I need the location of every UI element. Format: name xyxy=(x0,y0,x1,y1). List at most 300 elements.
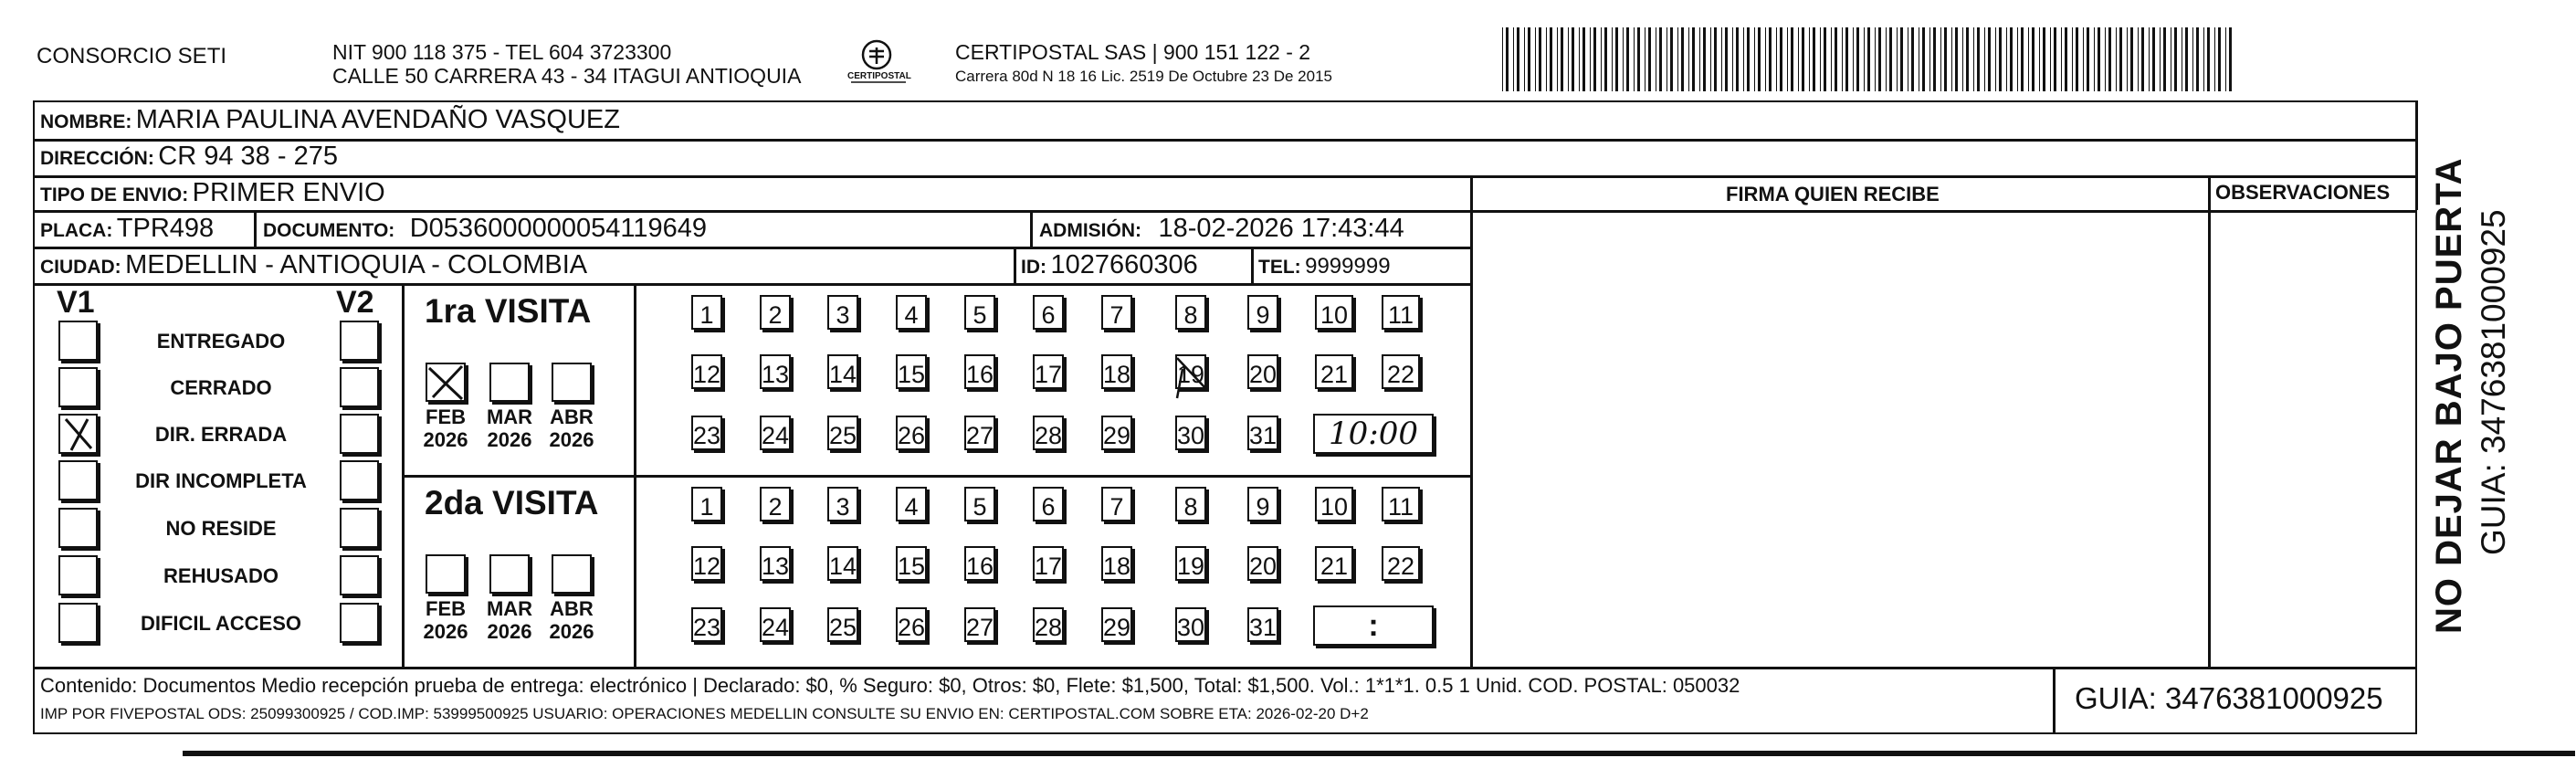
direccion-value: CR 94 38 - 275 xyxy=(158,142,338,171)
barcode-bar xyxy=(1688,27,1689,91)
day-number: 29 xyxy=(1103,614,1131,641)
barcode-bar xyxy=(1875,27,1876,91)
barcode-bar xyxy=(1878,27,1881,91)
barcode-bar xyxy=(2076,27,2078,91)
barcode-bar xyxy=(1944,27,1947,91)
barcode-bar xyxy=(2185,27,2188,91)
visit-title: 2da VISITA xyxy=(425,484,599,521)
day-box[interactable] xyxy=(1247,416,1278,450)
day-box[interactable] xyxy=(1175,607,1206,642)
barcode-bar xyxy=(1550,27,1552,91)
barcode-bar xyxy=(1736,27,1739,91)
barcode-bar xyxy=(1747,27,1750,91)
barcode-bar xyxy=(1922,27,1925,91)
day-box[interactable] xyxy=(1315,546,1353,581)
id-label: ID: xyxy=(1021,257,1046,278)
day-box[interactable] xyxy=(1033,546,1064,581)
side-guia: GUIA: 3476381000925 xyxy=(2475,209,2512,555)
month-checkbox[interactable] xyxy=(426,554,466,594)
day-box[interactable] xyxy=(827,487,858,521)
month-checkbox[interactable] xyxy=(489,363,530,402)
month-year: 2026 xyxy=(549,428,594,451)
barcode-bar xyxy=(2072,27,2073,91)
imp-line: IMP POR FIVEPOSTAL ODS: 25099300925 / COD.IMP: 53999500925 USUARIO: OPERACIONES MEDELLIN CONSULTE SU ENVIO EN: CERTIPOSTAL.COM SOBRE ETA: 2026-02-20 D+2 xyxy=(40,705,1369,722)
day-box[interactable] xyxy=(827,546,858,581)
barcode-bar xyxy=(2138,27,2139,91)
ciudad-field xyxy=(40,250,587,280)
tel-field xyxy=(1258,254,1391,279)
month-checkbox[interactable] xyxy=(426,363,466,402)
day-box[interactable] xyxy=(1175,354,1206,389)
status-label: DIR. ERRADA xyxy=(154,423,288,446)
day-box[interactable] xyxy=(691,416,722,450)
barcode-bar xyxy=(2032,27,2035,91)
barcode-bar xyxy=(2174,27,2177,91)
day-box[interactable] xyxy=(1382,354,1420,389)
barcode-bar xyxy=(2054,27,2056,91)
id-field xyxy=(1021,250,1198,280)
day-number: 23 xyxy=(693,422,721,449)
barcode-bar xyxy=(1889,27,1892,91)
barcode-bar xyxy=(1988,27,1991,91)
barcode-bar xyxy=(1601,27,1602,91)
day-box[interactable] xyxy=(1315,354,1353,389)
day-box[interactable] xyxy=(1382,295,1420,330)
barcode-bar xyxy=(1582,27,1585,91)
time-box[interactable] xyxy=(1313,414,1434,454)
month-checkbox[interactable] xyxy=(552,363,592,402)
v1-checkbox[interactable] xyxy=(58,555,98,595)
nombre-value: MARIA PAULINA AVENDAÑO VASQUEZ xyxy=(135,105,620,134)
month-name: MAR xyxy=(486,405,533,428)
day-box[interactable] xyxy=(1175,295,1206,330)
firma-header: FIRMA QUIEN RECIBE xyxy=(1726,183,1940,205)
barcode-bar xyxy=(1780,27,1782,91)
time-value: 10:00 xyxy=(1329,416,1418,452)
barcode-bar xyxy=(1856,27,1859,91)
day-box[interactable] xyxy=(964,354,995,389)
month-checkbox[interactable] xyxy=(489,554,530,594)
barcode-bar xyxy=(1754,27,1755,91)
barcode-bar xyxy=(2083,27,2084,91)
barcode-bar xyxy=(1962,27,1963,91)
certipostal-logo xyxy=(833,37,924,91)
barcode-bar xyxy=(1659,27,1662,91)
status-label: REHUSADO xyxy=(163,564,279,587)
barcode-bar xyxy=(1732,27,1733,91)
barcode-bar xyxy=(2207,27,2210,91)
day-box[interactable] xyxy=(964,546,995,581)
day-number: 7 xyxy=(1109,301,1124,329)
barcode-bar xyxy=(1999,27,2002,91)
day-box[interactable] xyxy=(1175,487,1206,521)
barcode-bar xyxy=(1681,27,1684,91)
barcode-bar xyxy=(1710,27,1711,91)
day-box[interactable] xyxy=(1101,354,1132,389)
admision-label: ADMISIÓN: xyxy=(1039,220,1141,241)
month-year: 2026 xyxy=(549,620,594,643)
day-box[interactable] xyxy=(1247,546,1278,581)
barcode-bar xyxy=(1677,27,1678,91)
barcode-bar xyxy=(1929,27,1930,91)
barcode-bar xyxy=(1933,27,1936,91)
barcode-bar xyxy=(1831,27,1832,91)
day-number: 8 xyxy=(1183,493,1198,521)
barcode-bar xyxy=(1813,27,1815,91)
barcode-bar xyxy=(1637,27,1640,91)
barcode-bar xyxy=(1791,27,1793,91)
day-number: 20 xyxy=(1249,361,1277,388)
ciudad-value: MEDELLIN - ANTIOQUIA - COLOMBIA xyxy=(125,250,588,279)
day-box[interactable] xyxy=(1315,295,1353,330)
barcode-bar xyxy=(1568,27,1569,91)
day-number: 6 xyxy=(1041,301,1056,329)
barcode-bar xyxy=(1864,27,1865,91)
month-label xyxy=(482,405,537,451)
time-box[interactable] xyxy=(1313,605,1434,646)
day-number: 14 xyxy=(829,553,857,580)
day-number: 25 xyxy=(829,422,857,449)
day-number: 28 xyxy=(1035,614,1063,641)
day-number: 31 xyxy=(1249,614,1277,641)
barcode-bar xyxy=(2043,27,2045,91)
day-number: 24 xyxy=(762,422,790,449)
barcode-bar xyxy=(1787,27,1788,91)
day-box[interactable] xyxy=(964,487,995,521)
barcode-bar xyxy=(2196,27,2199,91)
barcode-bar xyxy=(1615,27,1618,91)
day-box[interactable] xyxy=(1033,295,1064,330)
day-box[interactable] xyxy=(760,416,791,450)
barcode-bar xyxy=(1612,27,1613,91)
day-box[interactable] xyxy=(1101,295,1132,330)
barcode-bar xyxy=(1798,27,1799,91)
day-box[interactable] xyxy=(896,607,927,642)
visit-title: 1ra VISITA xyxy=(425,292,592,330)
barcode-bar xyxy=(1897,27,1898,91)
status-label: ENTREGADO xyxy=(156,330,286,353)
day-box[interactable] xyxy=(827,354,858,389)
day-box[interactable] xyxy=(760,354,791,389)
barcode-bar xyxy=(1769,27,1772,91)
day-number: 1 xyxy=(699,493,714,521)
tipo-envio-value: PRIMER ENVIO xyxy=(192,178,385,207)
placa-field xyxy=(40,214,214,244)
barcode-bar xyxy=(1835,27,1837,91)
admision-field xyxy=(1039,214,1404,244)
day-number: 8 xyxy=(1183,301,1198,329)
day-box[interactable] xyxy=(896,354,927,389)
tel-value: 9999999 xyxy=(1305,254,1391,279)
month-label xyxy=(418,597,473,643)
barcode xyxy=(1502,27,2237,91)
nombre-field xyxy=(40,105,620,135)
month-name: ABR xyxy=(550,597,594,620)
day-box[interactable] xyxy=(964,607,995,642)
day-box[interactable] xyxy=(1175,416,1206,450)
barcode-bar xyxy=(2141,27,2144,91)
barcode-bar xyxy=(1725,27,1728,91)
barcode-bar xyxy=(2203,27,2204,91)
barcode-bar xyxy=(2087,27,2089,91)
month-year: 2026 xyxy=(487,620,532,643)
barcode-bar xyxy=(1900,27,1903,91)
day-box[interactable] xyxy=(1247,607,1278,642)
v2-checkbox[interactable] xyxy=(340,321,379,361)
barcode-bar xyxy=(2028,27,2029,91)
day-box[interactable] xyxy=(964,416,995,450)
day-number: 27 xyxy=(966,614,994,641)
barcode-bar xyxy=(1524,27,1525,91)
day-number: 3 xyxy=(836,493,850,521)
month-label xyxy=(482,597,537,643)
barcode-bar xyxy=(1634,27,1635,91)
barcode-bar xyxy=(1604,27,1607,91)
v2-checkbox[interactable] xyxy=(340,367,379,407)
barcode-bar xyxy=(2105,27,2106,91)
day-number: 12 xyxy=(693,553,721,580)
barcode-bar xyxy=(2225,27,2226,91)
admision-value: 18-02-2026 17:43:44 xyxy=(1158,214,1404,243)
barcode-bar xyxy=(2039,27,2040,91)
day-box[interactable] xyxy=(691,607,722,642)
barcode-bar xyxy=(2116,27,2117,91)
day-box[interactable] xyxy=(1033,416,1064,450)
day-number: 18 xyxy=(1103,553,1131,580)
barcode-bar xyxy=(1626,27,1629,91)
day-number: 19 xyxy=(1177,361,1205,388)
barcode-bar xyxy=(1802,27,1804,91)
barcode-bar xyxy=(1699,27,1700,91)
day-box[interactable] xyxy=(760,546,791,581)
day-box[interactable] xyxy=(1247,295,1278,330)
day-number: 20 xyxy=(1249,553,1277,580)
barcode-bar xyxy=(1579,27,1580,91)
barcode-bar xyxy=(1743,27,1744,91)
v2-checkbox[interactable] xyxy=(340,508,379,548)
day-number: 17 xyxy=(1035,361,1063,388)
barcode-bar xyxy=(2163,27,2166,91)
barcode-bar xyxy=(1966,27,1969,91)
status-label: DIR INCOMPLETA xyxy=(135,469,307,492)
barcode-bar xyxy=(1502,27,1503,91)
barcode-bar xyxy=(2094,27,2095,91)
documento-field xyxy=(263,214,707,244)
logo-text: CERTIPOSTAL xyxy=(847,71,911,81)
placa-label: PLACA: xyxy=(40,220,113,241)
day-box[interactable] xyxy=(1315,487,1353,521)
month-name: FEB xyxy=(426,597,466,620)
barcode-bar xyxy=(1758,27,1761,91)
label-frame xyxy=(33,100,2417,734)
day-number: 15 xyxy=(898,361,926,388)
day-number: 10 xyxy=(1320,493,1349,521)
month-label xyxy=(418,405,473,451)
day-box[interactable] xyxy=(1382,487,1420,521)
tel-label: TEL: xyxy=(1258,257,1301,278)
barcode-bar xyxy=(2061,27,2062,91)
day-number: 31 xyxy=(1249,422,1277,449)
barcode-bar xyxy=(1955,27,1958,91)
barcode-bar xyxy=(1940,27,1941,91)
contenido-line: Contenido: Documentos Medio recepción prueba de entrega: electrónico | Declarado: $0, % Seguro: $0, Otros: $0, Flete: $1,500, Total: $1,500. Vol.: 1*1*1. 0.5 1 Unid. COD. POSTAL: 050032 xyxy=(40,674,1740,697)
placa-value: TPR498 xyxy=(116,214,215,243)
day-number: 2 xyxy=(768,301,783,329)
barcode-bar xyxy=(1670,27,1673,91)
day-box[interactable] xyxy=(1101,416,1132,450)
barcode-bar xyxy=(2160,27,2161,91)
day-number: 2 xyxy=(768,493,783,521)
barcode-bar xyxy=(1703,27,1706,91)
day-box[interactable] xyxy=(1101,546,1132,581)
status-label: DIFICIL ACCESO xyxy=(140,612,301,635)
id-value: 1027660306 xyxy=(1050,250,1198,279)
barcode-bar xyxy=(1714,27,1717,91)
barcode-bar xyxy=(2152,27,2155,91)
barcode-bar xyxy=(1590,27,1591,91)
day-number: 13 xyxy=(762,361,790,388)
v2-checkbox[interactable] xyxy=(340,555,379,595)
barcode-bar xyxy=(2127,27,2128,91)
day-number: 9 xyxy=(1256,301,1270,329)
day-box[interactable] xyxy=(827,607,858,642)
day-number: 21 xyxy=(1320,361,1349,388)
day-box[interactable] xyxy=(1033,487,1064,521)
barcode-bar xyxy=(1809,27,1810,91)
barcode-bar xyxy=(1973,27,1974,91)
tipo-envio-field xyxy=(40,178,385,208)
day-box[interactable] xyxy=(1247,354,1278,389)
day-box[interactable] xyxy=(1247,487,1278,521)
v1-checkbox[interactable] xyxy=(58,508,98,548)
day-box[interactable] xyxy=(691,354,722,389)
barcode-bar xyxy=(1561,27,1563,91)
day-number: 15 xyxy=(898,553,926,580)
status-label: CERRADO xyxy=(170,376,272,399)
documento-value: D0536000000054119649 xyxy=(409,214,707,243)
day-number: 4 xyxy=(904,493,919,521)
day-box[interactable] xyxy=(1033,607,1064,642)
day-number: 22 xyxy=(1386,553,1415,580)
side-text xyxy=(2429,95,2539,643)
day-box[interactable] xyxy=(896,295,927,330)
day-number: 12 xyxy=(693,361,721,388)
direccion-label: DIRECCIÓN: xyxy=(40,148,154,169)
documento-label: DOCUMENTO: xyxy=(263,220,395,241)
barcode-bar xyxy=(1824,27,1826,91)
day-number: 21 xyxy=(1320,553,1349,580)
day-box[interactable] xyxy=(691,295,722,330)
day-box[interactable] xyxy=(1033,354,1064,389)
barcode-bar xyxy=(2214,27,2215,91)
day-box[interactable] xyxy=(691,546,722,581)
day-number: 17 xyxy=(1035,553,1063,580)
day-number: 5 xyxy=(973,301,987,329)
v1-checkbox[interactable] xyxy=(58,321,98,361)
barcode-bar xyxy=(1648,27,1651,91)
barcode-bar xyxy=(1842,27,1843,91)
barcode-bar xyxy=(1539,27,1541,91)
barcode-bar xyxy=(1517,27,1519,91)
barcode-bar xyxy=(1528,27,1530,91)
barcode-bar xyxy=(1557,27,1558,91)
barcode-bar xyxy=(1977,27,1980,91)
no-dejar-bajo-puerta: NO DEJAR BAJO PUERTA xyxy=(2429,157,2469,634)
v2-checkbox[interactable] xyxy=(340,603,379,643)
day-number: 26 xyxy=(898,422,926,449)
v2-checkbox[interactable] xyxy=(340,414,379,454)
barcode-bar xyxy=(1984,27,1985,91)
month-checkbox[interactable] xyxy=(552,554,592,594)
tipo-envio-label: TIPO DE ENVIO: xyxy=(40,184,189,205)
day-number: 28 xyxy=(1035,422,1063,449)
footer-guia: GUIA: 3476381000925 xyxy=(2075,681,2383,715)
barcode-bar xyxy=(1546,27,1547,91)
day-box[interactable] xyxy=(896,546,927,581)
barcode-bar xyxy=(1623,27,1624,91)
day-box[interactable] xyxy=(1382,546,1420,581)
v1-label: V1 xyxy=(57,285,95,320)
day-box[interactable] xyxy=(1175,546,1206,581)
day-box[interactable] xyxy=(964,295,995,330)
month-name: ABR xyxy=(550,405,594,428)
day-number: 1 xyxy=(699,301,714,329)
barcode-bar xyxy=(2218,27,2221,91)
barcode-bar xyxy=(2108,27,2111,91)
v1-checkbox[interactable] xyxy=(58,414,98,454)
month-label xyxy=(544,405,599,451)
month-label xyxy=(544,597,599,643)
v1-checkbox[interactable] xyxy=(58,460,98,500)
day-box[interactable] xyxy=(760,607,791,642)
barcode-bar xyxy=(2192,27,2193,91)
nit-line: NIT 900 118 375 - TEL 604 3723300 xyxy=(332,40,672,64)
day-box[interactable] xyxy=(1101,487,1132,521)
day-number: 27 xyxy=(966,422,994,449)
day-number: 4 xyxy=(904,301,919,329)
day-box[interactable] xyxy=(827,416,858,450)
day-number: 16 xyxy=(966,553,994,580)
day-number: 3 xyxy=(836,301,850,329)
day-box[interactable] xyxy=(691,487,722,521)
day-box[interactable] xyxy=(1101,607,1132,642)
barcode-bar xyxy=(2017,27,2018,91)
barcode-bar xyxy=(1845,27,1848,91)
day-box[interactable] xyxy=(760,295,791,330)
v2-checkbox[interactable] xyxy=(340,460,379,500)
day-box[interactable] xyxy=(896,416,927,450)
direccion-field xyxy=(40,142,338,172)
day-box[interactable] xyxy=(760,487,791,521)
day-number: 10 xyxy=(1320,301,1349,329)
barcode-bar xyxy=(1911,27,1914,91)
v1-checkbox[interactable] xyxy=(58,367,98,407)
day-number: 30 xyxy=(1177,614,1205,641)
day-number: 26 xyxy=(898,614,926,641)
day-box[interactable] xyxy=(896,487,927,521)
barcode-bar xyxy=(1853,27,1854,91)
v1-checkbox[interactable] xyxy=(58,603,98,643)
day-number: 11 xyxy=(1387,493,1414,521)
barcode-bar xyxy=(1692,27,1695,91)
day-box[interactable] xyxy=(827,295,858,330)
day-number: 29 xyxy=(1103,422,1131,449)
barcode-bar xyxy=(2229,27,2232,91)
barcode-bar xyxy=(1867,27,1870,91)
day-number: 24 xyxy=(762,614,790,641)
month-name: FEB xyxy=(426,405,466,428)
address-line: CALLE 50 CARRERA 43 - 34 ITAGUI ANTIOQUIA xyxy=(332,64,802,88)
